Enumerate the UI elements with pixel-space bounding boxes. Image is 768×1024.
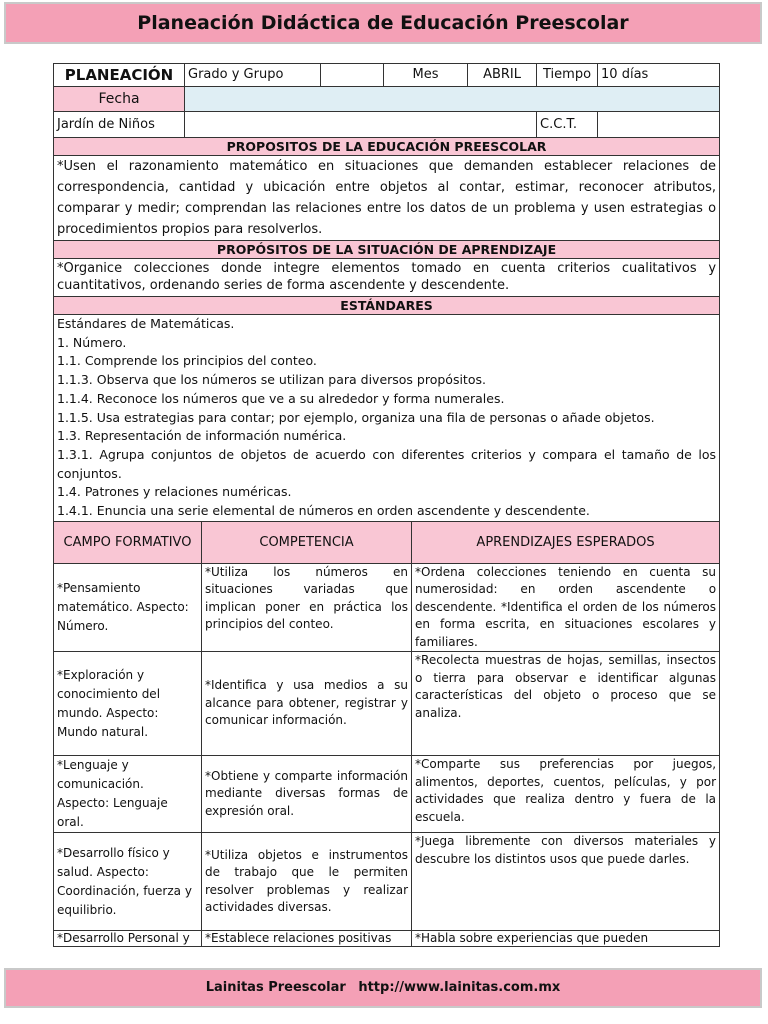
estandar-line: 1.3.1. Agrupa conjuntos de objetos de acuerdo con diferentes criterios y compara el tamaño de los conjuntos. (57, 446, 717, 481)
competencia-cell: *Utiliza los números en situaciones variadas que implican poner en práctica los principios del conteo. (202, 563, 412, 652)
propositos-educacion-title: PROPOSITOS DE LA EDUCACIÓN PREESCOLAR (54, 138, 720, 156)
fecha-value[interactable] (185, 87, 720, 112)
estandar-line: 1.4. Patrones y relaciones numéricas. (57, 484, 292, 500)
fecha-label: Fecha (54, 87, 185, 112)
aprendizajes-cell: *Habla sobre experiencias que pueden (412, 931, 720, 947)
tiempo-label: Tiempo (537, 64, 598, 87)
propositos-situacion-header-row (54, 241, 720, 259)
aprendizajes-cell: *Comparte sus preferencias por juegos, alimentos, deportes, cuentos, películas, y por actividades que realiza dentro y fuera de la escuela. (412, 756, 720, 833)
campo-cell: *Pensamiento matemático. Aspecto: Número. (54, 563, 202, 652)
aprendizajes-cell: *Ordena colecciones teniendo en cuenta su numerosidad: en orden ascendente o descendente. *Identifica el orden de los números en forma escrita, en situaciones escolares y familiares. (412, 563, 720, 652)
grado-grupo-value[interactable] (321, 64, 384, 87)
competencia-cell: *Utiliza objetos e instrumentos de trabajo que le permiten resolver problemas y realizar actividades diversas. (202, 833, 412, 931)
campo-cell: *Exploración y conocimiento del mundo. Aspecto: Mundo natural. (54, 652, 202, 756)
grado-grupo-label: Grado y Grupo (185, 64, 321, 87)
estandar-line: 1.4.1. Enuncia una serie elemental de números en orden ascendente y descendente. (57, 503, 590, 519)
propositos-educacion-header-row (54, 138, 720, 156)
table-row (54, 833, 720, 931)
mes-value[interactable]: ABRIL (468, 64, 537, 87)
tiempo-value[interactable]: 10 días (598, 64, 720, 87)
table-row (54, 652, 720, 756)
footer-banner (4, 968, 762, 1008)
aprendizajes-cell: *Recolecta muestras de hojas, semillas, insectos o tierra para observar e identificar algunas características del objeto o proceso que se analiza. (412, 652, 720, 756)
propositos-educacion-row (54, 156, 720, 241)
planning-table (53, 63, 720, 947)
footer-brand: Lainitas Preescolar (205, 980, 346, 995)
table-row (54, 756, 720, 833)
competencia-cell: *Establece relaciones positivas (202, 931, 412, 947)
aprendizajes-header: APRENDIZAJES ESPERADOS (412, 521, 720, 563)
estandares-header-row (54, 297, 720, 315)
estandares-row (54, 315, 720, 522)
footer-url-link[interactable]: http://www.lainitas.com.mx (358, 980, 561, 995)
page-title-banner (4, 2, 762, 44)
planeacion-label: PLANEACIÓN (54, 64, 185, 87)
estandar-line: 1.1. Comprende los principios del conteo. (57, 353, 317, 369)
info-row-2 (54, 87, 720, 112)
estandar-line: 1.1.3. Observa que los números se utilizan para diversos propósitos. (57, 372, 486, 388)
propositos-situacion-row (54, 259, 720, 297)
jardin-value[interactable] (185, 112, 537, 138)
aprendizajes-cell: *Juega libremente con diversos materiales y descubre los distintos usos que puede darles. (412, 833, 720, 931)
estandares-title: ESTÁNDARES (54, 297, 720, 315)
estandar-line: 1. Número. (57, 334, 127, 350)
campo-cell: *Desarrollo físico y salud. Aspecto: Coordinación, fuerza y equilibrio. (54, 833, 202, 931)
page-title: Planeación Didáctica de Educación Preescolar (137, 12, 629, 34)
campo-formativo-header: CAMPO FORMATIVO (54, 521, 202, 563)
propositos-situacion-title: PROPÓSITOS DE LA SITUACIÓN DE APRENDIZAJE (54, 241, 720, 259)
info-row-3 (54, 112, 720, 138)
estandar-line: 1.3. Representación de información numérica. (57, 428, 347, 444)
cct-label: C.C.T. (537, 112, 598, 138)
estandar-line: 1.1.4. Reconoce los números que ve a su alrededor y forma numerales. (57, 390, 505, 406)
campo-cell: *Lenguaje y comunicación. Aspecto: Lenguaje oral. (54, 756, 202, 833)
competencias-header-row (54, 521, 720, 563)
estandares-list (54, 315, 720, 522)
info-row-1 (54, 64, 720, 87)
estandar-line: Estándares de Matemáticas. (57, 316, 235, 331)
table-row (54, 563, 720, 652)
competencia-header: COMPETENCIA (202, 521, 412, 563)
table-row (54, 931, 720, 947)
cct-value[interactable] (598, 112, 720, 138)
jardin-label: Jardín de Niños (54, 112, 185, 138)
propositos-educacion-text: *Usen el razonamiento matemático en situaciones que demanden establecer relaciones de correspondencia, cantidad y ubicación entre objetos al contar, estimar, reconocer atributos, comparar y medir; comprendan las relaciones entre los datos de un problema y usen estrategias o procedimientos propios para resolverlos. (54, 156, 720, 241)
competencia-cell: *Identifica y usa medios a su alcance para obtener, registrar y comunicar información. (202, 652, 412, 756)
competencia-cell: *Obtiene y comparte información mediante diversas formas de expresión oral. (202, 756, 412, 833)
mes-label: Mes (384, 64, 468, 87)
estandar-line: 1.1.5. Usa estrategias para contar; por ejemplo, organiza una fila de personas o añade objetos. (57, 409, 655, 425)
campo-cell: *Desarrollo Personal y (54, 931, 202, 947)
propositos-situacion-text: *Organice colecciones donde integre elementos tomado en cuenta criterios cualitativos y cuantitativos, ordenando series de forma ascendente y descendente. (54, 259, 720, 297)
